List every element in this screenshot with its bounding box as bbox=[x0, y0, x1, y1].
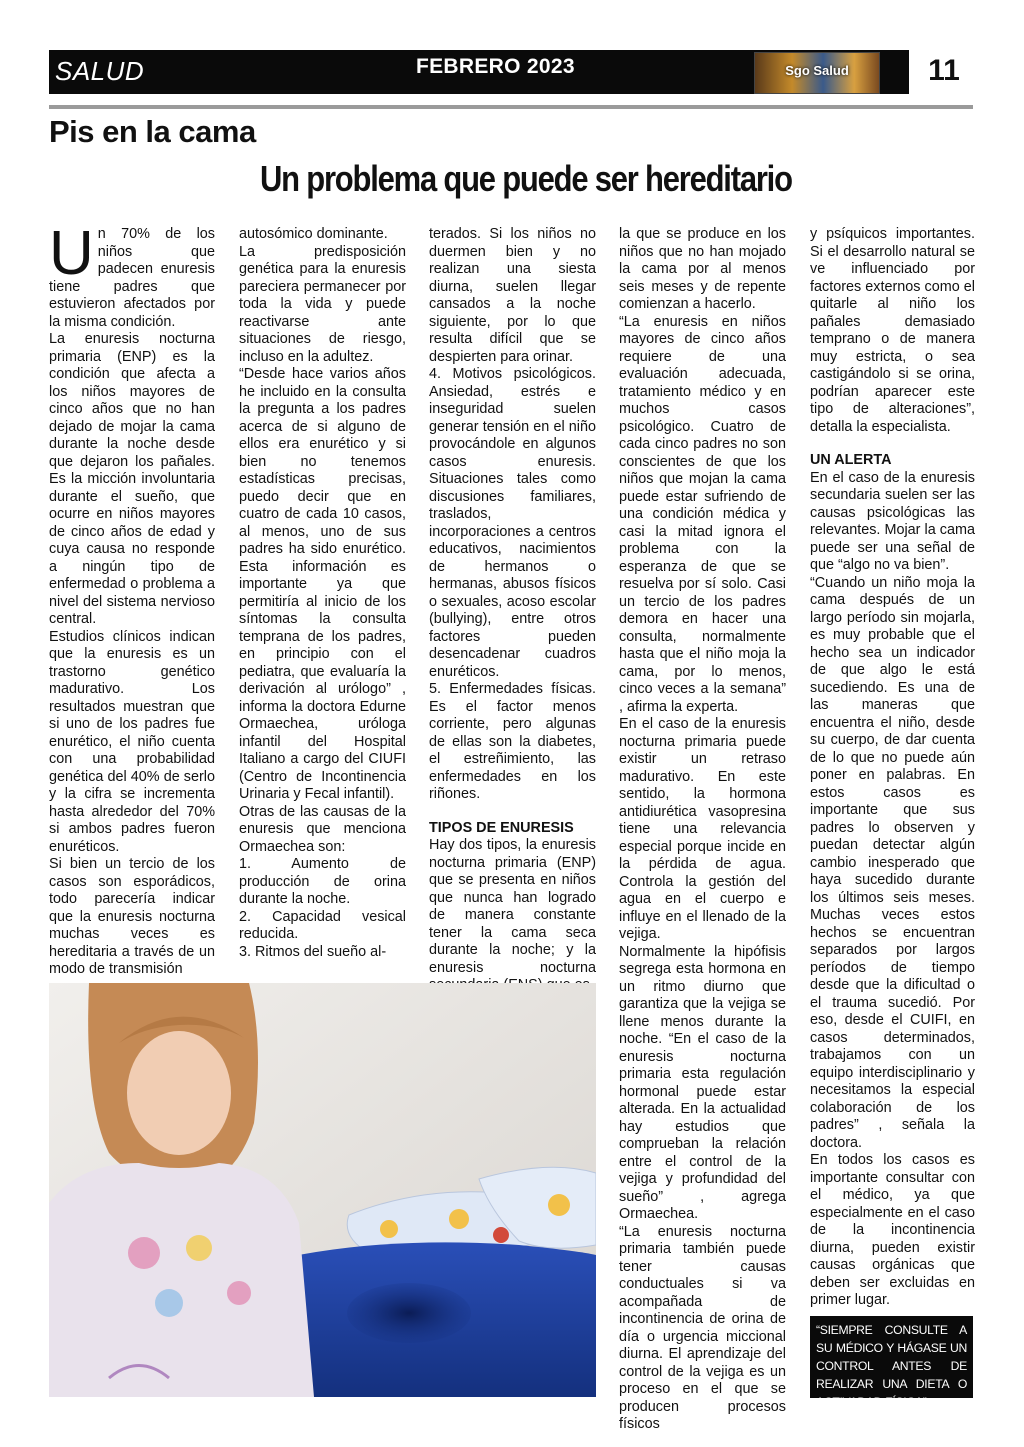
pajama-flower bbox=[227, 1281, 251, 1305]
paragraph: En el caso de la enuresis secundaria suelen ser las causas psicológicas las relevantes. Mojar la cama puede ser una señal de que “algo no va bien”. bbox=[810, 469, 975, 573]
dropcap: U bbox=[49, 219, 94, 288]
pajama-flower bbox=[186, 1235, 212, 1261]
pajama-flower bbox=[128, 1237, 160, 1269]
paragraph: En todos los casos es importante consultar con el médico, ya que especialmente en el caso de la incontinencia diurna, pueden existir causas orgánicas que deben ser excluidas en primer lugar. bbox=[810, 1152, 975, 1308]
paragraph: terados. Si los niños no duermen bien y no realizan una siesta diurna, suelen llegar cansados a la noche siguiente, por lo que resulta difícil que se despierten para orinar. bbox=[429, 226, 596, 365]
text-column-5 bbox=[810, 226, 975, 1310]
paragraph: “Desde hace varios años he incluido en la consulta la pregunta a los padres acerca de si alguno de ellos era enurético y si bien no tenemos estadísticas precisas, puedo decir que en cuatro de cada 10 casos, al menos, uno de sus padres ha sido enurético. Esta información es importante ya que permitiría al inicio de los síntomas la consulta temprana de los padres, en principio con el pediatra, que evaluaría la derivación al urólogo” , informa la doctora Edurne Ormaechea, uróloga infantil del Hospital Italiano a cargo del CIUFI (Centro de Incontinencia Urinaria y Fecal infantil). bbox=[239, 366, 406, 802]
paragraph: Estudios clínicos indican que la enuresis es un trastorno genético madurativo. Los resultados muestran que si uno de los padres fue enurético, el niño cuenta con una probabilidad genética del 40% de serlo y la cifra se incrementa hasta alrededor del 70% si ambos padres fueron enuréticos. bbox=[49, 628, 215, 855]
paragraph: y psíquicos importantes. Si el desarrollo natural se ve influenciado por factores externos como el quitarle al niño los pañales demasiado temprano o de manera muy estricta, o sea castigándolo si se orina, podrían aparecer este tipo de alteraciones”, detalla la especialista. bbox=[810, 226, 975, 435]
subheading-alerta: UN ALERTA bbox=[810, 452, 892, 468]
paragraph: “Cuando un niño moja la cama después de un largo período sin mojarla, es muy probable que el hecho sea un indicador de que algo le está sucediendo. Es una de las maneras que encuentra el niño, desde su cuerpo, de dar cuenta de lo que no puede aún poner en palabras. En estos casos es importante que sus padres lo observen y puedan detectar algún cambio inesperado que haya sucedido durante los últimos seis meses. Muchas veces estos hechos se encuentran separados por largos períodos de tiempo desde que la dificultad o el trauma sucedió. Por eso, desde el CUIFI, en casos determinados, trabajamos con un equipo interdisciplinario y necesitamos la especial colaboración de los padres” , señala la doctora. bbox=[810, 574, 975, 1151]
paragraph: Hay dos tipos, la enuresis nocturna primaria (ENP) que se presenta en niños que nunca han logrado de manera constante tener la cama seca durante la noche; y la enuresis nocturna bbox=[429, 837, 596, 976]
paragraph: “La enuresis en niños mayores de cinco años requiere de una evaluación adecuada, tratamiento médico y en muchos casos psicológico. Cuatro de cada cinco padres no son conscientes de que los niños que mojan la cama puede estar sufriendo de una condición médica y casi la mitad ignora el problema con la esperanza de que se resuelva por sí solo. Casi un tercio de los padres demora en hacer una consulta, normalmente hasta que el niño moja la cama, por lo menos, cinco veces a la semana” , afirma la experta. bbox=[619, 313, 786, 715]
pajama-top bbox=[49, 1163, 314, 1397]
pillow-print bbox=[493, 1227, 509, 1243]
paragraph: La predisposición genética para la enuresis pareciera permanecer por toda la vida y puede reactivarse ante situaciones de riesgo, incluso en la adultez. bbox=[239, 243, 406, 365]
pillow-print bbox=[380, 1220, 398, 1238]
issue-date: FEBRERO 2023 bbox=[416, 55, 575, 78]
paragraph: 3. Ritmos del sueño al- bbox=[239, 943, 387, 960]
text-column-3 bbox=[429, 226, 596, 995]
paragraph: Otras de las causas de la enuresis que menciona Ormaechea son: bbox=[239, 803, 406, 855]
paragraph: Normalmente la hipófisis segrega esta hormona en un ritmo diurno que garantiza que la vejiga se llene menos durante la noche. “En el caso de la enuresis nocturna primaria esta regulación hormonal puede estar alterada. En la actualidad hay estudios que comprueban la relación entre el control de la vejiga y profundidad del sueño” , agrega Ormaechea. bbox=[619, 943, 786, 1222]
page-number: 11 bbox=[928, 54, 960, 87]
pillow-print bbox=[548, 1194, 570, 1216]
section-label: SALUD bbox=[55, 56, 145, 86]
face bbox=[127, 1031, 231, 1155]
paragraph: 5. Enfermedades físicas. Es el factor menos corriente, pero algunas de ellas son la diabetes, el estreñimiento, las enfermedades en los riñones. bbox=[429, 681, 596, 802]
paragraph: 4. Motivos psicológicos. Ansiedad, estrés e inseguridad suelen generar tensión en el niño provocándole en algunos casos enuresis. Situaciones tales como discusiones familiares, traslados, incorporaciones a centros educativos, nacimientos de hermanos o hermanas, abusos físicos o sexuales, acoso escolar (bullying), entre otros factores pueden desencadenar cuadros enuréticos. bbox=[429, 366, 596, 680]
paragraph-text: n 70% de los niños que padecen enuresis tiene padres que estuvieron afectados por la misma condición. bbox=[49, 226, 215, 330]
child-on-bed-illustration bbox=[49, 983, 596, 1397]
text-column-1 bbox=[49, 219, 215, 979]
text-column-2 bbox=[239, 226, 406, 961]
paragraph: “La enuresis nocturna primaria también puede tener causas conductuales si va acompañada de incontinencia de orina de día o urgencia miccional diurna. El aprendizaje del control de la vejiga es un proceso en el que se producen procesos físicos bbox=[619, 1223, 786, 1432]
paragraph: En el caso de la enuresis nocturna primaria puede existir un retraso madurativo. En este sentido, la hormona antidiurética vasopresina tiene una relevancia especial porque incide en la pérdida de agua. Controla la gestión del agua en el cuerpo e influye en el llenado de la vejiga. bbox=[619, 716, 786, 942]
wet-stain bbox=[347, 1283, 471, 1343]
paragraph: 2. Capacidad vesical reducida. bbox=[239, 908, 406, 942]
logo-text: Sgo Salud bbox=[785, 63, 849, 78]
pillow-print bbox=[449, 1209, 469, 1229]
paragraph: la que se produce en los niños que no han mojado la cama por al menos seis meses y de repente comienzan a hacerlo. bbox=[619, 226, 786, 312]
text-column-4 bbox=[619, 226, 786, 1434]
paragraph: Si bien un tercio de los casos son esporádicos, todo parecería indicar que la enuresis nocturna muchas veces es hereditaria a través de un modo de transmisión bbox=[49, 856, 215, 977]
article-headline: Un problema que puede ser hereditario bbox=[260, 158, 792, 199]
pajama-flower bbox=[155, 1289, 183, 1317]
article-photo bbox=[49, 983, 596, 1397]
article-kicker: Pis en la cama bbox=[49, 114, 256, 149]
paragraph: 1. Aumento de producción de orina durante la noche. bbox=[239, 856, 406, 907]
subheading-tipos: TIPOS DE ENURESIS bbox=[429, 819, 574, 836]
paragraph bbox=[49, 219, 215, 331]
paragraph: autosómico dominante. bbox=[239, 226, 388, 242]
magazine-logo bbox=[754, 52, 880, 94]
header-rule bbox=[49, 105, 973, 109]
paragraph: La enuresis nocturna primaria (ENP) es la condición que afecta a los niños mayores de cinco años que no han dejado de mojar la cama durante la noche desde que dejaron los pañales. Es la micción involuntaria durante el sueño, que ocurre en niños mayores de cinco años de edad y cuya causa no responde a ningún tipo de enfermedad o problema a nivel del sistema nervioso central. bbox=[49, 331, 215, 627]
pull-quote: “SIEMPRE CONSULTE A SU MÉDICO Y HÁGASE UN CONTROL ANTES DE REALIZAR UNA DIETA O ACTIVADAD FÍSICA” bbox=[810, 1316, 973, 1398]
